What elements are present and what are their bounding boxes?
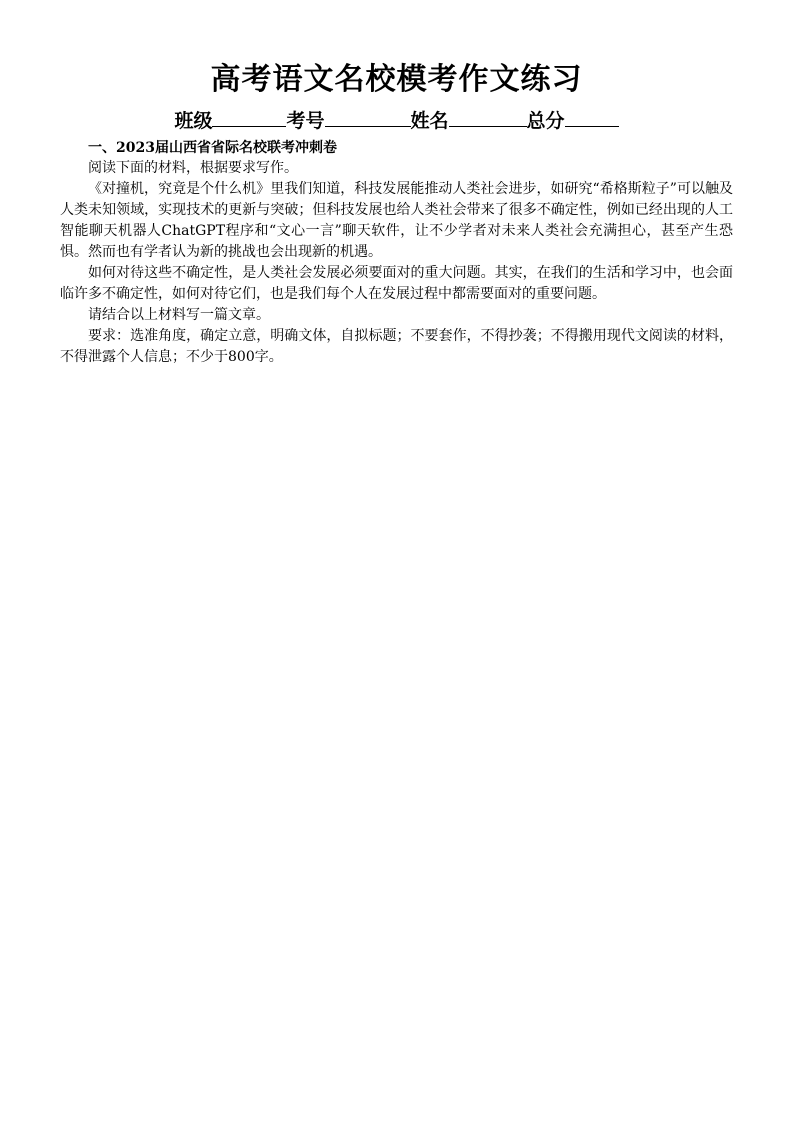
student-info-line <box>60 106 733 136</box>
requirements-paragraph: 要求：选准角度，确定立意，明确文体，自拟标题；不要套作，不得抄袭；不得搬用现代文阅读的材料，不得泄露个人信息；不少于800字。 <box>60 328 733 365</box>
material-paragraph-2: 如何对待这些不确定性，是人类社会发展必须要面对的重大问题。其实，在我们的生活和学习中，也会面临许多不确定性，如何对待它们，也是我们每个人在发展过程中都需要面对的重要问题。 <box>60 265 733 302</box>
exam-number-blank[interactable] <box>325 108 411 127</box>
instruction-paragraph: 阅读下面的材料，根据要求写作。 <box>88 160 298 176</box>
exam-number-label: 考号 <box>286 110 325 132</box>
section-heading: 一、2023届山西省省际名校联考冲刺卷 <box>88 140 337 156</box>
material-paragraph-1: 《对撞机，究竟是个什么机》里我们知道，科技发展能推动人类社会进步，如研究“希格斯粒子”可以触及人类未知领域，实现技术的更新与突破；但科技发展也给人类社会带来了很多不确定性，例如已经出现的人工智能聊天机器人ChatGPT程序和“文心一言”聊天软件，让不少学者对未来人类社会充满担心，甚至产生恐惧。然而也有学者认为新的挑战也会出现新的机遇。 <box>60 181 733 260</box>
worksheet-page <box>60 58 733 368</box>
task-paragraph: 请结合以上材料写一篇文章。 <box>88 307 270 323</box>
name-label: 姓名 <box>410 110 449 132</box>
class-blank[interactable] <box>212 108 286 127</box>
name-blank[interactable] <box>449 108 527 127</box>
worksheet-title: 高考语文名校模考作文练习 <box>210 62 583 97</box>
total-score-blank[interactable] <box>565 108 619 127</box>
total-score-label: 总分 <box>526 110 565 132</box>
class-label: 班级 <box>174 110 213 132</box>
